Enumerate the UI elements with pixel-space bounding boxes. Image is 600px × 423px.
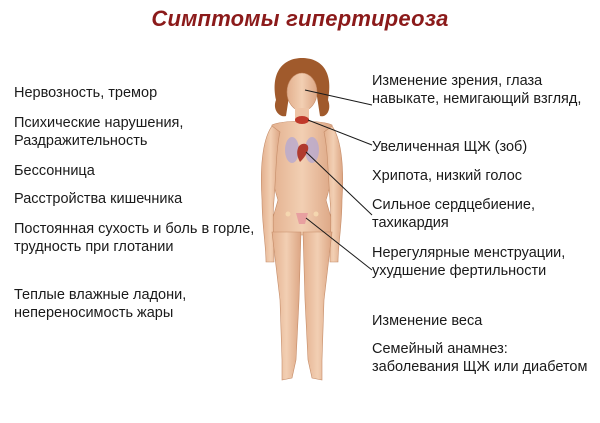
symptom-item: Семейный анамнез: заболевания ЩЖ или диабетом (372, 341, 588, 375)
ovary-left-shape (286, 212, 291, 217)
symptom-item: Сильное сердцебиение, тахикардия (372, 197, 535, 231)
page-title: Симптомы гипертиреоза (151, 6, 449, 31)
symptom-item: Нервозность, тремор (14, 85, 158, 101)
right-leg-shape (303, 232, 332, 380)
symptom-item: Бессонница (14, 163, 95, 179)
symptom-item: Расстройства кишечника (14, 191, 183, 207)
symptom-item: Теплые влажные ладони, непереносимость жары (14, 287, 187, 321)
symptom-item: Изменение зрения, глаза навыкате, немигающий взгляд, (372, 73, 582, 107)
thyroid-shape (295, 116, 309, 124)
symptom-item: Хрипота, низкий голос (372, 168, 523, 184)
symptom-item: Психические нарушения, Раздражительность (14, 115, 184, 149)
symptom-item: Увеличенная ЩЖ (зоб) (372, 139, 528, 155)
symptom-item: Изменение веса (372, 313, 483, 329)
left-leg-shape (272, 232, 301, 380)
ovary-right-shape (314, 212, 319, 217)
symptom-item: Нерегулярные менструации, ухудшение фертильности (372, 245, 566, 279)
lung-left-shape (285, 137, 299, 163)
symptom-item: Постоянная сухость и боль в горле, трудность при глотании (14, 221, 255, 255)
